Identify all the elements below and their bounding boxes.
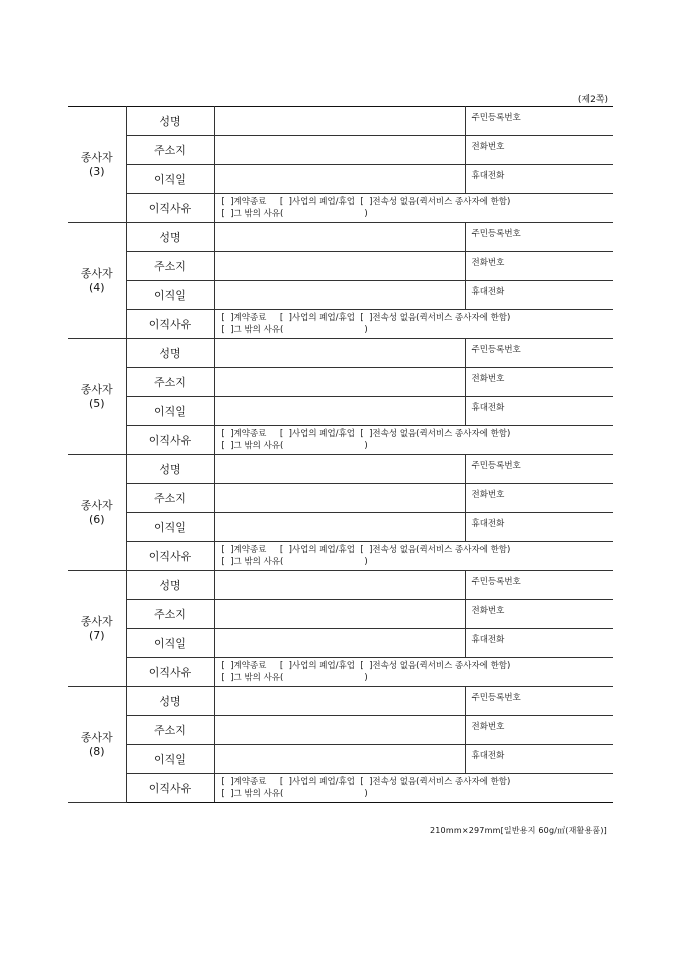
page-number-label: (제2쪽) <box>577 95 608 105</box>
worker-section <box>68 223 613 339</box>
field-phone[interactable]: 전화번호 <box>465 716 613 745</box>
worker-number: (3) <box>88 164 105 178</box>
worker-number: (4) <box>88 280 105 294</box>
field-mobile[interactable]: 휴대전화 <box>465 397 613 426</box>
worker-heading <box>68 455 126 571</box>
field-input-address[interactable] <box>214 600 465 629</box>
worker-title: 종사자 <box>80 498 113 512</box>
worker-number: (6) <box>88 512 105 526</box>
leave-reason-options[interactable] <box>214 542 613 571</box>
field-resident-no[interactable]: 주민등록번호 <box>465 223 613 252</box>
worker-heading <box>68 107 126 223</box>
field-label-leave-reason: 이직사유 <box>126 774 214 803</box>
field-input-leave-date[interactable] <box>214 513 465 542</box>
reason-other-line[interactable]: [ ]그 밖의 사유( ) <box>221 325 368 335</box>
field-label-leave-reason: 이직사유 <box>126 194 214 223</box>
leave-reason-options[interactable] <box>214 310 613 339</box>
worker-title: 종사자 <box>80 382 113 396</box>
field-label-address: 주소지 <box>126 484 214 513</box>
field-input-leave-date[interactable] <box>214 745 465 774</box>
reason-other-line[interactable]: [ ]그 밖의 사유( ) <box>221 789 368 799</box>
field-label-name: 성명 <box>126 687 214 716</box>
field-phone[interactable]: 전화번호 <box>465 368 613 397</box>
field-label-leave-reason: 이직사유 <box>126 310 214 339</box>
worker-heading <box>68 223 126 339</box>
field-mobile[interactable]: 휴대전화 <box>465 513 613 542</box>
field-phone[interactable]: 전화번호 <box>465 484 613 513</box>
reason-checkbox-line[interactable]: [ ]계약종료 [ ]사업의 폐업/휴업 [ ]전속성 없음(퀵서비스 종사자에 한함) <box>221 777 511 787</box>
field-label-name: 성명 <box>126 571 214 600</box>
field-label-leave-reason: 이직사유 <box>126 542 214 571</box>
reason-other-line[interactable]: [ ]그 밖의 사유( ) <box>221 673 368 683</box>
field-label-leave-date: 이직일 <box>126 629 214 658</box>
field-input-name[interactable] <box>214 571 465 600</box>
field-input-name[interactable] <box>214 687 465 716</box>
worker-number: (8) <box>88 744 105 758</box>
field-mobile[interactable]: 휴대전화 <box>465 165 613 194</box>
reason-other-line[interactable]: [ ]그 밖의 사유( ) <box>221 557 368 567</box>
field-input-leave-date[interactable] <box>214 629 465 658</box>
field-label-name: 성명 <box>126 107 214 136</box>
field-label-leave-reason: 이직사유 <box>126 426 214 455</box>
reason-checkbox-line[interactable]: [ ]계약종료 [ ]사업의 폐업/휴업 [ ]전속성 없음(퀵서비스 종사자에 한함) <box>221 545 511 555</box>
field-label-leave-date: 이직일 <box>126 165 214 194</box>
worker-number: (5) <box>88 396 105 410</box>
worker-heading <box>68 571 126 687</box>
worker-title: 종사자 <box>80 730 113 744</box>
reason-checkbox-line[interactable]: [ ]계약종료 [ ]사업의 폐업/휴업 [ ]전속성 없음(퀵서비스 종사자에 한함) <box>221 197 511 207</box>
worker-number: (7) <box>88 628 105 642</box>
reason-other-line[interactable]: [ ]그 밖의 사유( ) <box>221 209 368 219</box>
field-label-name: 성명 <box>126 339 214 368</box>
paper-spec-footer: 210mm×297mm[일반용지 60g/㎡(재활용품)] <box>429 826 607 835</box>
worker-section <box>68 339 613 455</box>
field-resident-no[interactable]: 주민등록번호 <box>465 107 613 136</box>
worker-section <box>68 687 613 803</box>
reason-other-line[interactable]: [ ]그 밖의 사유( ) <box>221 441 368 451</box>
field-input-name[interactable] <box>214 107 465 136</box>
field-label-address: 주소지 <box>126 136 214 165</box>
worker-form-table <box>68 106 613 803</box>
field-label-address: 주소지 <box>126 368 214 397</box>
field-input-leave-date[interactable] <box>214 281 465 310</box>
field-label-address: 주소지 <box>126 252 214 281</box>
reason-checkbox-line[interactable]: [ ]계약종료 [ ]사업의 폐업/휴업 [ ]전속성 없음(퀵서비스 종사자에 한함) <box>221 661 511 671</box>
field-label-leave-reason: 이직사유 <box>126 658 214 687</box>
field-mobile[interactable]: 휴대전화 <box>465 281 613 310</box>
field-phone[interactable]: 전화번호 <box>465 252 613 281</box>
worker-title: 종사자 <box>80 614 113 628</box>
worker-title: 종사자 <box>80 266 113 280</box>
field-resident-no[interactable]: 주민등록번호 <box>465 455 613 484</box>
worker-title: 종사자 <box>80 150 113 164</box>
field-label-leave-date: 이직일 <box>126 513 214 542</box>
leave-reason-options[interactable] <box>214 658 613 687</box>
field-resident-no[interactable]: 주민등록번호 <box>465 571 613 600</box>
field-mobile[interactable]: 휴대전화 <box>465 745 613 774</box>
field-resident-no[interactable]: 주민등록번호 <box>465 687 613 716</box>
field-input-address[interactable] <box>214 716 465 745</box>
worker-heading <box>68 687 126 803</box>
leave-reason-options[interactable] <box>214 194 613 223</box>
field-resident-no[interactable]: 주민등록번호 <box>465 339 613 368</box>
field-input-address[interactable] <box>214 368 465 397</box>
field-phone[interactable]: 전화번호 <box>465 136 613 165</box>
field-input-name[interactable] <box>214 339 465 368</box>
field-label-leave-date: 이직일 <box>126 397 214 426</box>
worker-section <box>68 571 613 687</box>
leave-reason-options[interactable] <box>214 426 613 455</box>
field-mobile[interactable]: 휴대전화 <box>465 629 613 658</box>
field-label-leave-date: 이직일 <box>126 281 214 310</box>
worker-section <box>68 107 613 223</box>
reason-checkbox-line[interactable]: [ ]계약종료 [ ]사업의 폐업/휴업 [ ]전속성 없음(퀵서비스 종사자에 한함) <box>221 429 511 439</box>
field-label-address: 주소지 <box>126 716 214 745</box>
field-label-address: 주소지 <box>126 600 214 629</box>
field-label-name: 성명 <box>126 223 214 252</box>
worker-section <box>68 455 613 571</box>
field-phone[interactable]: 전화번호 <box>465 600 613 629</box>
leave-reason-options[interactable] <box>214 774 613 803</box>
reason-checkbox-line[interactable]: [ ]계약종료 [ ]사업의 폐업/휴업 [ ]전속성 없음(퀵서비스 종사자에 한함) <box>221 313 511 323</box>
field-input-address[interactable] <box>214 136 465 165</box>
field-label-leave-date: 이직일 <box>126 745 214 774</box>
field-input-address[interactable] <box>214 484 465 513</box>
field-input-address[interactable] <box>214 252 465 281</box>
field-input-name[interactable] <box>214 455 465 484</box>
field-label-name: 성명 <box>126 455 214 484</box>
field-input-leave-date[interactable] <box>214 165 465 194</box>
field-input-leave-date[interactable] <box>214 397 465 426</box>
worker-heading <box>68 339 126 455</box>
field-input-name[interactable] <box>214 223 465 252</box>
